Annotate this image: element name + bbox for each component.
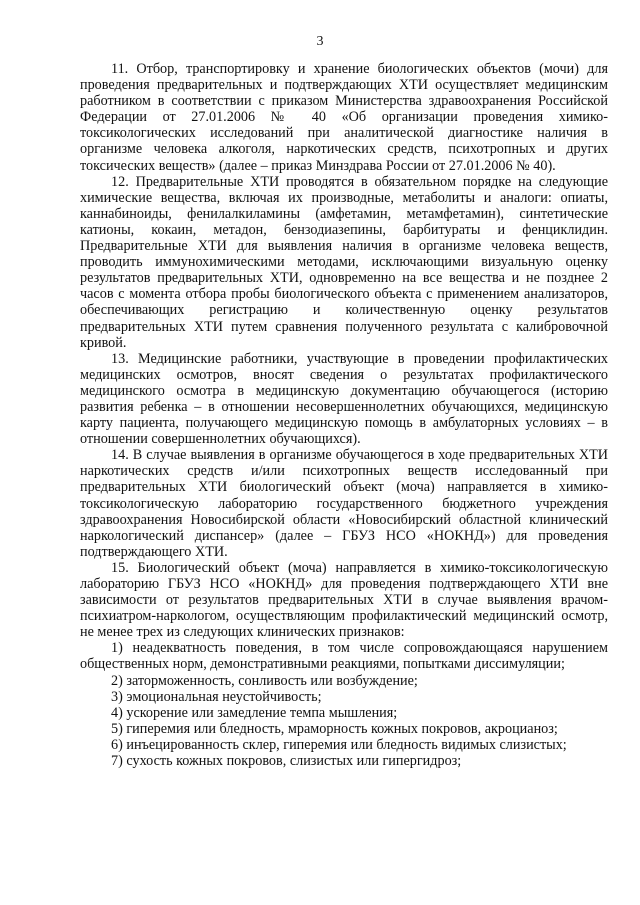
- paragraph-14: 14. В случае выявления в организме обучающегося в ходе предварительных ХТИ наркотических средств и/или психотропных веществ исследованный при предварительных ХТИ биологический объект (моча) направляется в химико-токсикологическую лабораторию государственного бюджетного учреждения здравоохранения Новосибирской области «Новосибирский областной клинический наркологический диспансер» (далее – ГБУЗ НСО «НОКНД») для проведения подтверждающего ХТИ.: [80, 447, 608, 560]
- list-item-6: 6) инъецированность склер, гиперемия или бледность видимых слизистых;: [111, 736, 567, 753]
- paragraph-15: 15. Биологический объект (моча) направляется в химико-токсикологическую лабораторию ГБУЗ НСО «НОКНД» для проведения подтверждающего ХТИ вне зависимости от результатов предварительных ХТИ в случае выявления врачом-психиатром-наркологом, осуществляющим профилактический медицинский осмотр, не менее трех из следующих клинических признаков:: [80, 559, 608, 641]
- list-item-7: 7) сухость кожных покровов, слизистых или гипергидроз;: [111, 753, 462, 770]
- list-item-3: 3) эмоциональная неустойчивость;: [111, 688, 322, 705]
- page-number: 3: [316, 34, 324, 49]
- list-item-5: 5) гиперемия или бледность, мраморность кожных покровов, акроцианоз;: [111, 720, 558, 737]
- document-body: [80, 61, 608, 769]
- paragraph-11: 11. Отбор, транспортировку и хранение биологических объектов (мочи) для проведения предварительных и подтверждающих ХТИ осуществляет медицинским работником в соответствии с приказом Министерства здравоохранения Российской Федерации от 27.01.2006 № 40 «Об организации проведения химико-токсикологических исследований при аналитической диагностике наличия в организме человека алкоголя, наркотических средств, психотропных и других токсических веществ» (далее – приказ Минздрава России от 27.01.2006 № 40).: [80, 61, 608, 174]
- list-item-1: 1) неадекватность поведения, в том числе сопровождающаяся нарушением общественных норм, демонстративными реакциями, попытками диссимуляции;: [80, 640, 608, 673]
- paragraph-12: 12. Предварительные ХТИ проводятся в обязательном порядке на следующие химические вещества, включая их производные, метаболиты и аналоги: опиаты, каннабиноиды, фенилалкиламины (амфетамин, метамфетамин), синтетические катионы, кокаин, метадон, бензодиазепины, барбитураты и фенциклидин. Предварительные ХТИ для выявления наличия в организме человека веществ, проводить иммунохимическими методами, исключающими визуальную оценку результатов предварительных ХТИ, одновременно на все вещества и не позднее 2 часов с момента отбора пробы биологического объекта с применением анализаторов, обеспечивающих регистрацию и количественную оценку результатов предварительных ХТИ путем сравнения полученного результата с калибровочной кривой.: [80, 173, 608, 351]
- list-item-4: 4) ускорение или замедление темпа мышления;: [111, 704, 398, 721]
- paragraph-13: 13. Медицинские работники, участвующие в проведении профилактических медицинских осмотров, вносят сведения о результатах профилактического медицинского осмотра в медицинскую документацию обучающегося (историю развития ребенка – в отношении несовершеннолетних обучающихся, медицинскую карту пациента, получающего медицинскую помощь в амбулаторных условиях – в отношении совершеннолетних обучающихся).: [80, 350, 608, 448]
- list-item-2: 2) заторможенность, сонливость или возбуждение;: [111, 672, 418, 689]
